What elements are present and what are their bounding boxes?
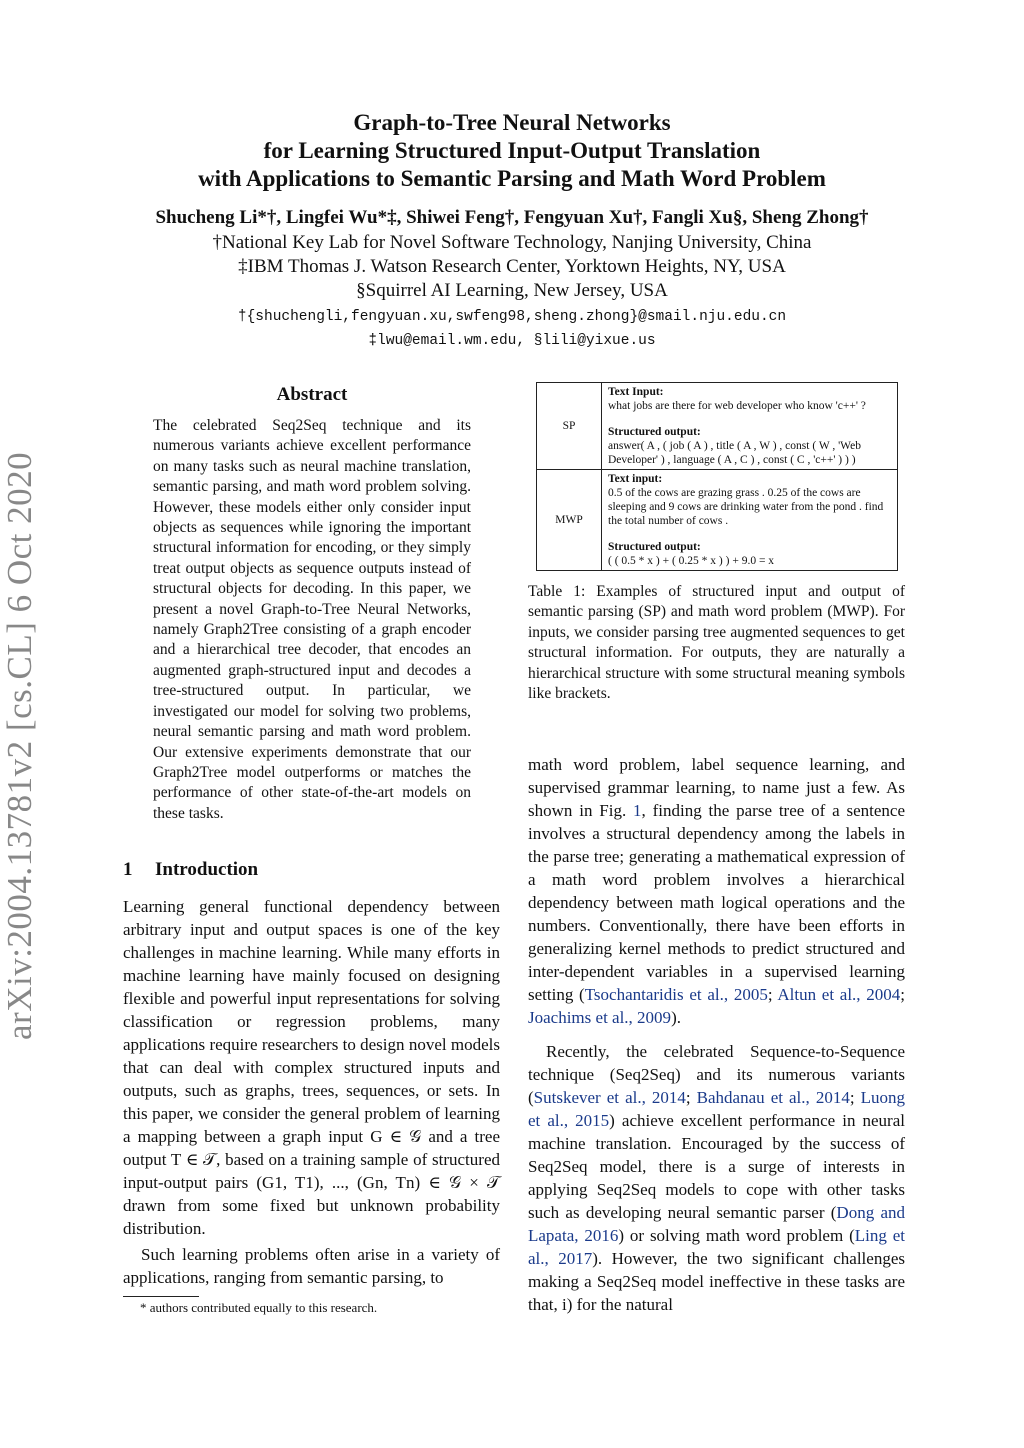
figure-ref-link[interactable]: 1: [633, 801, 642, 820]
affiliation-ibm: ‡IBM Thomas J. Watson Research Center, Yorktown Heights, NY, USA: [238, 256, 786, 277]
section-number: 1: [123, 859, 133, 880]
citation-sutskever[interactable]: Sutskever et al., 2014: [533, 1088, 686, 1107]
citation-dong-lapata[interactable]: Dong and Lapata, 2016: [528, 1203, 905, 1245]
row-label-sp: SP: [537, 383, 602, 470]
right-paragraph-1: math word problem, label sequence learning, and supervised grammar learning, to name just a few. As shown in Fig. 1, finding the parse tree of a sentence involves a structural dependency among the labels in the parse tree; generating a mathematical expression of a math word problem involves a hierarchical dependency between math logical operations and the numbers. Conventionally, there have been efforts in generalizing kernel methods to predict structured and inter-dependent variables in a supervised learning setting (Tsochantaridis et al., 2005; Altun et al., 2004; Joachims et al., 2009).: [528, 755, 906, 1027]
right-column-body: [528, 753, 905, 1316]
output-heading: Structured output:: [608, 541, 701, 553]
paper-title-line-3: with Applications to Semantic Parsing and Math Word Problem: [198, 166, 826, 191]
section-heading-introduction: Introduction: [155, 859, 259, 880]
intro-p2: Such learning problems often arise in a variety of applications, ranging from semantic parsing, to: [123, 1245, 500, 1287]
table-examples: [536, 382, 898, 571]
affiliation-squirrel: §Squirrel AI Learning, New Jersey, USA: [356, 280, 668, 301]
row-content-mwp: [602, 470, 898, 571]
citation-joachims[interactable]: Joachims et al., 2009: [528, 1008, 672, 1027]
citation-tsochantaridis[interactable]: Tsochantaridis et al., 2005: [584, 985, 768, 1004]
citation-luong[interactable]: Luong et al., 2015: [528, 1088, 905, 1130]
output-text: answer( A , ( job ( A ) , title ( A , W ) , const ( W , 'Web Developer' ) , language ( A , C ) , const ( C , 'c++' ) ) ): [608, 440, 861, 466]
intro-paragraph-1: [123, 895, 500, 1289]
table-row: [537, 383, 898, 470]
row-content-sp: [602, 383, 898, 470]
paper-title-line-2: for Learning Structured Input-Output Translation: [263, 138, 761, 163]
email-line-1: †{shuchengli,fengyuan.xu,swfeng98,sheng.zhong}@smail.nju.edu.cn: [237, 309, 787, 325]
intro-p1: Learning general functional dependency between arbitrary input and output spaces is one of the key challenges in machine learning. While many efforts in machine learning have mainly focused on designing flexible and powerful input representations for solving classification or regression problems, many applications require researchers to design novel models that can deal with complex structured inputs and outputs, such as graphs, trees, sequences, or sets. In this paper, we consider the general problem of learning a mapping between a graph input G ∈ 𝒢 and a tree output T ∈ 𝒯, based on a training sample of structured input-output pairs (G1, T1), ..., (Gn, Tn) ∈ 𝒢 × 𝒯 drawn from some fixed but unknown probability distribution.: [123, 897, 500, 1238]
footnote: * authors contributed equally to this research.: [140, 1300, 378, 1315]
abstract-heading: Abstract: [276, 384, 348, 405]
citation-bahdanau[interactable]: Bahdanau et al., 2014: [696, 1088, 850, 1107]
input-text: 0.5 of the cows are grazing grass . 0.25 of the cows are sleeping and 9 cows are drinking water from the pond . find the total number of cows .: [608, 487, 884, 527]
citation-ling[interactable]: Ling et al., 2017: [528, 1226, 905, 1268]
row-label-mwp: MWP: [537, 470, 602, 571]
arxiv-identifier: arXiv:2004.13781v2 [cs.CL] 6 Oct 2020: [0, 451, 39, 1040]
affiliation-nju: †National Key Lab for Novel Software Technology, Nanjing University, China: [212, 232, 812, 253]
output-text: ( ( 0.5 * x ) + ( 0.25 * x ) ) + 9.0 = x: [608, 555, 775, 567]
abstract-text: The celebrated Seq2Seq technique and its numerous variants achieve excellent performance on many tasks such as neural machine translation, semantic parsing, and math word problem solving. However, these models either only consider input objects as sequences while ignoring the important structural information for encoding, or they simply treat output objects as sequence outputs instead of structural objects for decoding. In this paper, we present a novel Graph-to-Tree Neural Networks, namely Graph2Tree consisting of a graph encoder and a hierarchical tree decoder, that encodes an augmented graph-structured input and decodes a tree-structured output. In particular, we investigated our model for solving two problems, neural semantic parsing and math word problem. Our extensive experiments demonstrate that our Graph2Tree model outperforms or matches the performance of other state-of-the-art models on these tasks.: [153, 417, 471, 822]
right-paragraph-2: Recently, the celebrated Sequence-to-Sequence technique (Seq2Seq) and its numerous variants (Sutskever et al., 2014; Bahdanau et al., 2014; Luong et al., 2015) achieve excellent performance in neural machine translation. Encouraged by the success of Seq2Seq model, there is a surge of interests in applying Seq2Seq models to cope with other tasks such as developing neural semantic parser (Dong and Lapata, 2016) or solving math word problem (Ling et al., 2017). However, the two significant challenges making a Seq2Seq model ineffective in these tasks are that, i) for the natural: [528, 1042, 905, 1314]
email-line-2: ‡lwu@email.wm.edu, §lili@yixue.us: [368, 333, 656, 349]
footnote-rule: [123, 1296, 199, 1297]
input-heading: Text input:: [608, 473, 663, 485]
paper-title-line-1: Graph-to-Tree Neural Networks: [353, 110, 671, 135]
input-text: what jobs are there for web developer who know 'c++' ?: [608, 400, 866, 412]
table-caption: Table 1: Examples of structured input and output of semantic parsing (SP) and math word problem (MWP). For inputs, we consider parsing tree augmented sequences to get structural information. For outputs, they are naturally a hierarchical structure with some structural meaning symbols like brackets.: [528, 583, 905, 703]
citation-altun[interactable]: Altun et al., 2004: [777, 985, 901, 1004]
author-list: Shucheng Li*†, Lingfei Wu*‡, Shiwei Feng†, Fengyuan Xu†, Fangli Xu§, Sheng Zhong†: [155, 207, 869, 228]
table-1: [536, 382, 898, 571]
input-heading: Text Input:: [608, 386, 664, 398]
output-heading: Structured output:: [608, 426, 701, 438]
table-row: [537, 470, 898, 571]
